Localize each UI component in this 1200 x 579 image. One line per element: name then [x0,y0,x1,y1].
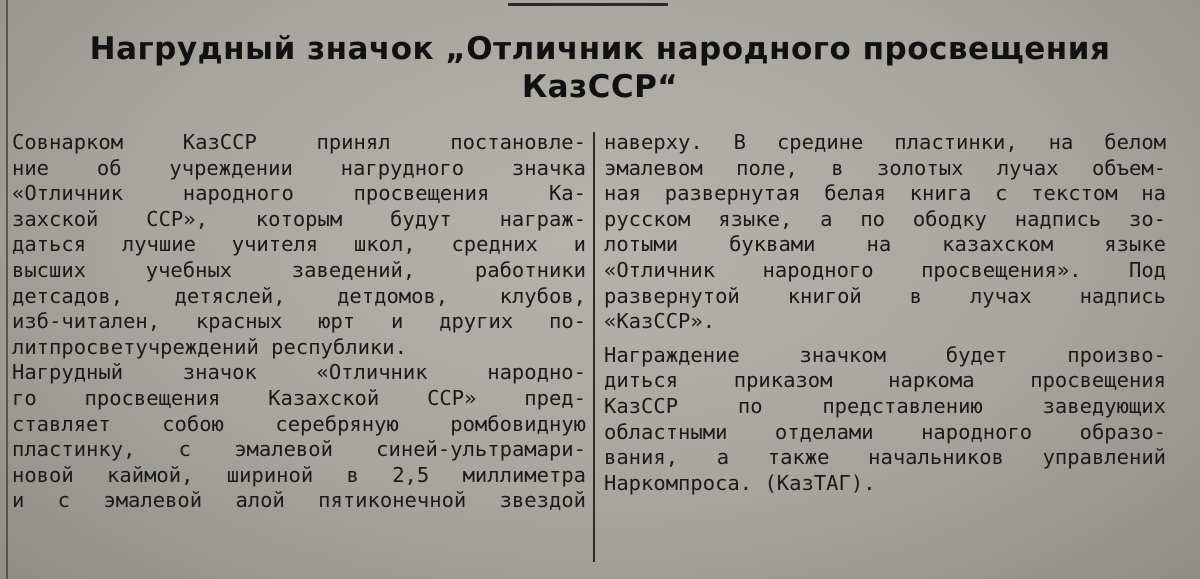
text-line: диться приказом наркома просвещения [604,368,1166,393]
text-line: «Отличник народного просвещения». Под [604,257,1166,282]
text-line: высших учебных заведений, работники [12,257,586,282]
text-line: пластинку, с эмалевой синей-ультрамари- [12,437,586,462]
text-line: КазССР по представлению заведующих [604,393,1166,418]
text-line: ставляет собою серебряную ромбовидную [12,411,586,436]
column-divider [593,132,595,562]
right-paragraph-2 [604,343,1166,497]
text-line: вания, а также начальников управлений [604,445,1166,470]
right-paragraph-1 [604,130,1166,335]
text-line: ние об учреждении нагрудного значка [12,155,586,180]
right-column [604,130,1166,496]
text-line: эмалевом поле, в золотых лучах объем- [604,155,1166,180]
text-line: Совнарком КазССР принял постановле- [12,130,586,154]
text-line: «КазССР». [604,309,716,334]
headline-line-2: КазССР“ [521,69,679,105]
text-line: го просвещения Казахской ССР» пред- [12,385,586,410]
text-line: литпросветучреждений республики. [12,334,407,359]
text-line: даться лучшие учителя школ, средних и [12,232,586,257]
text-line: русском языке, а по ободку надпись зо- [604,206,1166,231]
text-line: Наркомпроса. (КазТАГ). [604,470,876,495]
text-line: развернутой книгой в лучах надпись [604,283,1166,308]
text-line: изб-читален, красных юрт и других по- [12,309,586,334]
edge-rule [6,0,8,579]
text-line: новой каймой, шириной в 2,5 миллиметра [12,462,586,487]
text-line: и с эмалевой алой пятиконечной звездой [12,488,586,513]
text-line: Нагрудный значок «Отличник народно- [12,360,586,385]
text-line: лотыми буквами на казахском языке [604,232,1166,257]
left-paragraph-1 [12,130,586,360]
paragraph-gap [604,335,1166,343]
top-rule [508,3,668,6]
text-line: детсадов, детяслей, детдомов, клубов, [12,283,586,308]
left-column [12,130,586,514]
text-line: наверху. В средине пластинки, на белом [604,130,1166,154]
left-paragraph-2 [12,360,586,514]
text-line: захской ССР», которым будут награж- [12,206,586,231]
text-line: областными отделами народного образо- [604,419,1166,444]
text-line: «Отличник народного просвещения Ка- [12,181,586,206]
text-line: Награждение значком будет произво- [604,342,1166,367]
headline-line-1: Нагрудный значок „Отличник народного просвещения [89,31,1111,67]
article-headline [40,30,1160,106]
text-line: ная развернутая белая книга с текстом на [604,181,1166,206]
